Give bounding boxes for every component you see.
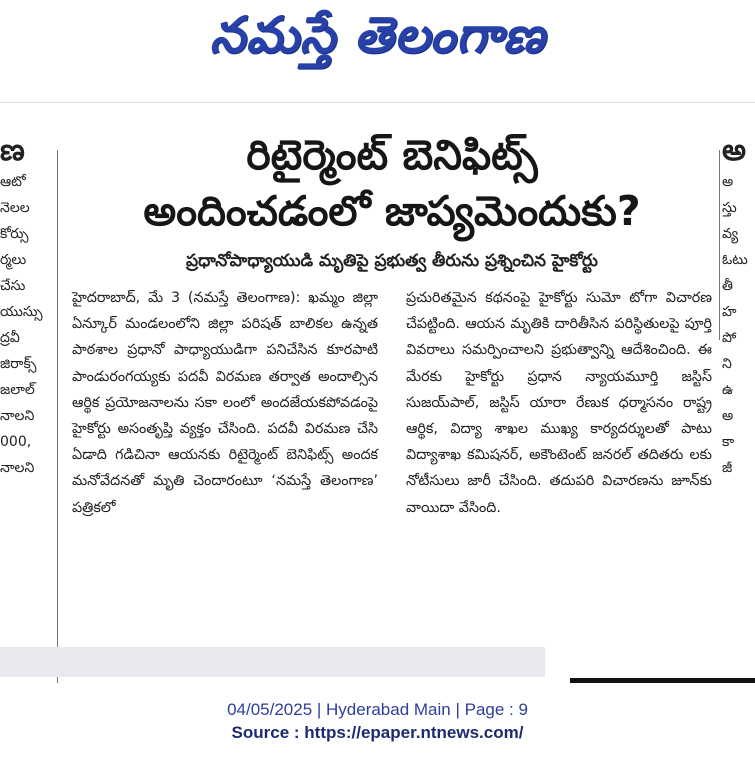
neighbor-right-line: అ	[722, 408, 734, 424]
adjacent-article-strip	[0, 647, 545, 677]
neighbor-right-line: అ	[722, 174, 734, 190]
headline-line-1: రిటైర్మెంట్ బెనిఫిట్స్	[246, 131, 538, 179]
column-divider-left	[57, 150, 58, 683]
masthead	[0, 0, 755, 82]
headline-line-2: అందించడంలో జాప్యమెందుకు?	[143, 187, 641, 235]
source-url: Source : https://epaper.ntnews.com/	[231, 723, 524, 742]
neighbor-right-line: కా	[722, 434, 735, 450]
adjacent-headline-fragment	[570, 678, 755, 683]
neighbor-left-line: ర్మలు	[0, 252, 27, 268]
headline	[72, 127, 712, 239]
neighbor-right-line: వ్య	[722, 226, 739, 242]
neighbor-article-right	[722, 103, 755, 663]
article-column-2: ప్రచురితమైన కథనంపై హైకోర్టు సుమో టోగా విచారణ చేపట్టింది. ఆయన మృతికి దారితీసిన పరిస్థితులపై పూర్తి వివరాలు సమర్పించాలని ప్రభుత్వాన్ని ఆదేశించింది. ఈ మేరకు హైకోర్టు ప్రధాన న్యాయమూర్తి జస్టిస్ సుజయ్‌పాల్, జస్టిస్ యారా రేణుక ధర్మాసనం రాష్ట్ర ఆర్థిక, విద్యా శాఖల ముఖ్య కార్యదర్శులతో పాటు విద్యాశాఖ కమిషనర్, అకౌంటెంట్ జనరల్ తదితరు లకు నోటీసులు జారీ చేసింది. తదుపరి విచారణను జూన్‌కు వాయిదా వేసింది.	[406, 290, 712, 516]
article-body	[72, 285, 712, 521]
masthead-logo: నమస్తే తెలంగాణ	[209, 5, 546, 64]
neighbor-left-line: నాలని	[0, 408, 35, 424]
neighbor-left-line: జలాల్	[0, 382, 35, 398]
neighbor-left-line: చేసు	[0, 278, 26, 294]
article-column-1: హైదరాబాద్, మే 3 (నమస్తే తెలంగాణ): ఖమ్మం జిల్లా ఏన్కూర్ మండలంలోని జిల్లా పరిషత్ బాలికల ఉన్నత పాఠశాల ప్రధానో పాధ్యాయుడిగా పనిచేసిన కూరపాటి పాండురంగయ్యకు పదవీ విరమణ తర్వాత అందాల్సిన ఆర్థిక ప్రయోజనాలను సకా లంలో అందజేయకపోవడంపై హైకోర్టు అసంతృప్తి వ్యక్తం చేసింది. పదవీ విరమణ చేసి ఏడాది గడిచినా ఆయనకు రిటైర్మెంట్ బెనిఫిట్స్ అందక మనోవేదనతో మృతి చెందారంటూ ‘నమస్తే తెలంగాణ’ పత్రికలో	[72, 290, 378, 516]
neighbor-right-line: ఉ	[722, 382, 734, 398]
neighbor-left-line: యుస్సు	[0, 304, 43, 320]
news-article	[72, 103, 712, 643]
neighbor-right-line: స్తు	[722, 200, 737, 216]
edition-info: 04/05/2025 | Hyderabad Main | Page : 9	[227, 700, 528, 719]
neighbor-right-line: జీ	[722, 460, 733, 476]
neighbor-left-line: నాలని	[0, 460, 35, 476]
neighbor-right-line: ఓటు	[722, 252, 748, 268]
neighbor-right-line: తీ	[722, 278, 733, 294]
neighbor-left-line: ఆటో	[0, 174, 26, 190]
neighbor-left-line: కోర్సు	[0, 226, 29, 242]
neighbor-right-line: హ	[722, 304, 737, 320]
neighbor-left-heading: ణ	[0, 133, 25, 168]
neighbor-article-left	[0, 103, 44, 573]
source-footer	[0, 698, 755, 744]
subheadline: ప్రధానోపాధ్యాయుడి మృతిపై ప్రభుత్వ తీరును ప్రశ్నించిన హైకోర్టు	[186, 251, 598, 271]
neighbor-right-line: ని	[722, 356, 732, 372]
neighbor-left-line: జిరాక్స్	[0, 356, 37, 372]
column-divider-right	[719, 150, 720, 340]
neighbor-left-line: నెలల	[0, 200, 30, 216]
newspaper-clipping	[0, 102, 755, 683]
neighbor-left-line: 000,	[0, 434, 32, 450]
neighbor-left-line: ద్రవీ	[0, 330, 20, 346]
neighbor-right-line: పో	[722, 330, 737, 346]
neighbor-right-heading: అ	[722, 133, 746, 168]
